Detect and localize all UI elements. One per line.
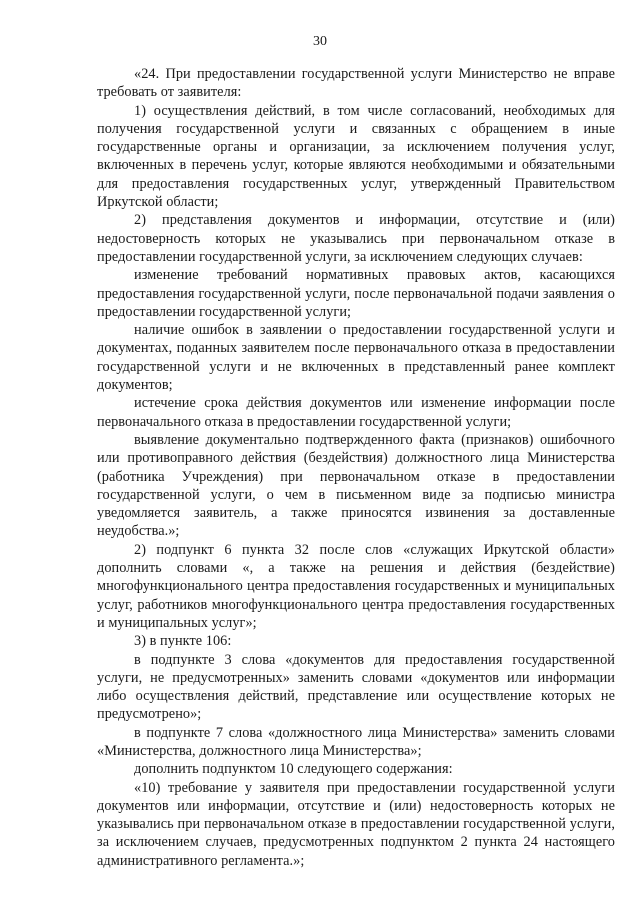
paragraph-case-regulation-change: изменение требований нормативных правовых актов, касающихся предоставления государственной услуги, после первоначальной подачи заявления о предоставлении государственной услуги;: [97, 267, 615, 320]
paragraph-amendment-2: 2) подпункт 6 пункта 32 после слов «служащих Иркутской области» дополнить словами «, а также на решения и действия (бездействие) многофункционального центра предоставления государственных и муниципальных услуг, работников многофункционального центра предоставления государственных и муниципальных услуг»;: [97, 541, 615, 631]
document-body: [97, 65, 615, 870]
paragraph-subitem-1: 1) осуществления действий, в том числе согласований, необходимых для получения государственной услуги и связанных с обращением в иные государственные органы и организации, за исключением получения услуг, включенных в перечень услуг, которые являются необходимыми и обязательными для предоставления государственных услуг, утвержденный Правительством Иркутской области;: [97, 102, 615, 211]
paragraph-add-subpoint-10: дополнить подпунктом 10 следующего содержания:: [134, 761, 453, 778]
paragraph-amendment-3: 3) в пункте 106:: [134, 633, 232, 650]
paragraph-case-errors: наличие ошибок в заявлении о предоставлении государственной услуги и документах, поданных заявителем после первоначального отказа в предоставлении государственной услуги и не включенных в представленный ранее комплект документов;: [97, 322, 615, 394]
paragraph-subpoint-7: в подпункте 7 слова «должностного лица Министерства» заменить словами «Министерства, должностного лица Министерства»;: [97, 724, 615, 759]
page-number: 30: [313, 34, 327, 49]
paragraph-case-expiry: истечение срока действия документов или изменение информации после первоначального отказа в предоставлении государственной услуги;: [97, 395, 615, 430]
paragraph-item-24-intro: «24. При предоставлении государственной услуги Министерство не вправе требовать от заявителя:: [97, 66, 615, 101]
paragraph-subpoint-10-text: «10) требование у заявителя при предоставлении государственной услуги документов или информации, отсутствие и (или) недостоверность которых не указывались при первоначальном отказе в предоставлении государственной услуги, за исключением случаев, предусмотренных подпунктом 2 пункта 24 настоящего административного регламента.»;: [97, 779, 615, 869]
paragraph-case-wrongful-action: выявление документально подтвержденного факта (признаков) ошибочного или противоправного действия (бездействия) должностного лица Министерства (работника Учреждения) при первоначальном отказе в предоставлении государственной услуги, о чем в письменном виде за подписью министра уведомляется заявитель, а также приносятся извинения за доставленные неудобства.»;: [97, 431, 615, 540]
paragraph-subitem-2: 2) представления документов и информации, отсутствие и (или) недостоверность которых не указывались при первоначальном отказе в предоставлении государственной услуги, за исключением следующих случаев:: [97, 212, 615, 265]
paragraph-subpoint-3: в подпункте 3 слова «документов для предоставления государственной услуги, не предусмотренных» заменить словами «документов или информации либо осуществления действий, представление или осуществление которых не предусмотрено»;: [97, 651, 615, 723]
